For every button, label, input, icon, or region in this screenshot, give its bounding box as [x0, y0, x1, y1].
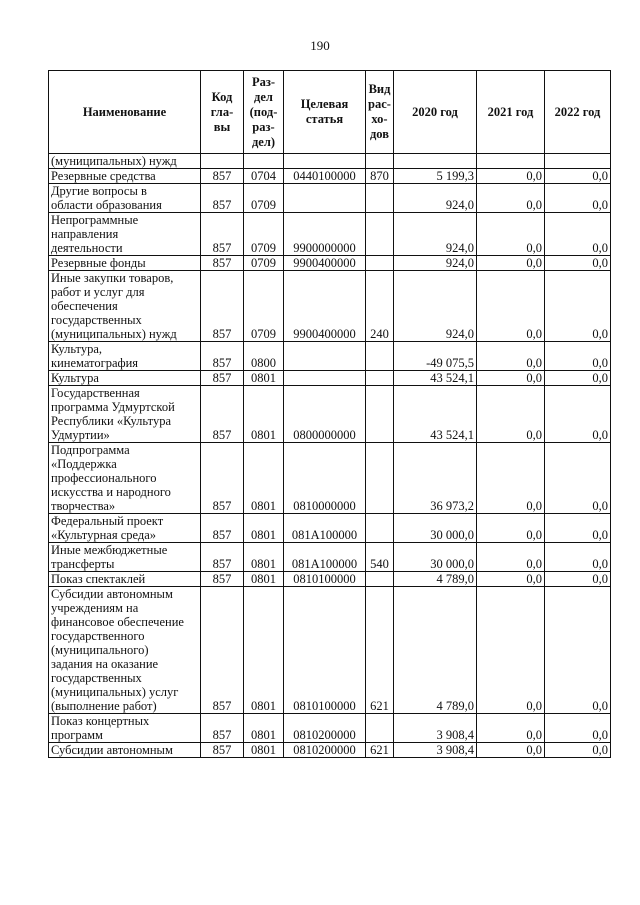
cell-kind: 870	[366, 169, 394, 184]
cell-2021: 0,0	[477, 169, 545, 184]
cell-2022: 0,0	[545, 184, 611, 213]
header-2020: 2020 год	[394, 71, 477, 154]
cell-name: Иные межбюджетные трансферты	[49, 543, 201, 572]
cell-2020: 4 789,0	[394, 587, 477, 714]
cell-kind: 621	[366, 743, 394, 758]
cell-code: 857	[201, 543, 244, 572]
cell-kind	[366, 386, 394, 443]
cell-2021: 0,0	[477, 342, 545, 371]
budget-table	[48, 70, 611, 758]
cell-kind	[366, 342, 394, 371]
cell-2021: 0,0	[477, 743, 545, 758]
cell-name: Культура, кинематография	[49, 342, 201, 371]
cell-2020: 36 973,2	[394, 443, 477, 514]
cell-kind	[366, 154, 394, 169]
cell-code: 857	[201, 587, 244, 714]
cell-name: Резервные фонды	[49, 256, 201, 271]
cell-target: 0810200000	[284, 743, 366, 758]
header-2021: 2021 год	[477, 71, 545, 154]
table-row	[49, 154, 611, 169]
cell-2022: 0,0	[545, 543, 611, 572]
cell-section: 0801	[244, 443, 284, 514]
cell-section: 0801	[244, 743, 284, 758]
table-row	[49, 256, 611, 271]
cell-2020: 4 789,0	[394, 572, 477, 587]
cell-2020: 30 000,0	[394, 514, 477, 543]
cell-target: 0810100000	[284, 572, 366, 587]
cell-section	[244, 154, 284, 169]
cell-kind	[366, 714, 394, 743]
table-row	[49, 271, 611, 342]
table-row	[49, 714, 611, 743]
cell-code: 857	[201, 271, 244, 342]
cell-2022: 0,0	[545, 443, 611, 514]
cell-target: 0440100000	[284, 169, 366, 184]
cell-2022: 0,0	[545, 714, 611, 743]
cell-2021	[477, 154, 545, 169]
cell-code: 857	[201, 184, 244, 213]
cell-2021: 0,0	[477, 386, 545, 443]
cell-code: 857	[201, 256, 244, 271]
cell-kind: 240	[366, 271, 394, 342]
cell-2021: 0,0	[477, 184, 545, 213]
cell-name: Субсидии автономным учреждениям на финансовое обеспечение государственного (муниципального) задания на оказание государственных (муниципальных) услуг (выполнение работ)	[49, 587, 201, 714]
cell-name: Подпрограмма «Поддержка профессионального искусства и народного творчества»	[49, 443, 201, 514]
cell-section: 0709	[244, 256, 284, 271]
table-row	[49, 587, 611, 714]
cell-target	[284, 342, 366, 371]
table-row	[49, 342, 611, 371]
cell-name: Иные закупки товаров, работ и услуг для обеспечения государственных (муниципальных) нужд	[49, 271, 201, 342]
table-row	[49, 514, 611, 543]
cell-2022: 0,0	[545, 256, 611, 271]
cell-2021: 0,0	[477, 371, 545, 386]
cell-name: Непрограммные направления деятельности	[49, 213, 201, 256]
cell-2021: 0,0	[477, 443, 545, 514]
cell-name: Показ концертных программ	[49, 714, 201, 743]
cell-2022: 0,0	[545, 371, 611, 386]
table-row	[49, 543, 611, 572]
cell-section: 0801	[244, 587, 284, 714]
header-2022: 2022 год	[545, 71, 611, 154]
cell-target: 9900000000	[284, 213, 366, 256]
cell-kind	[366, 213, 394, 256]
cell-2021: 0,0	[477, 514, 545, 543]
cell-kind	[366, 443, 394, 514]
table-row	[49, 443, 611, 514]
cell-section: 0801	[244, 514, 284, 543]
cell-target: 0810100000	[284, 587, 366, 714]
cell-2021: 0,0	[477, 271, 545, 342]
cell-code: 857	[201, 213, 244, 256]
cell-section: 0704	[244, 169, 284, 184]
cell-2020: 43 524,1	[394, 386, 477, 443]
cell-code: 857	[201, 342, 244, 371]
cell-kind	[366, 184, 394, 213]
cell-section: 0709	[244, 271, 284, 342]
cell-2020: 3 908,4	[394, 743, 477, 758]
cell-code	[201, 154, 244, 169]
cell-section: 0709	[244, 213, 284, 256]
cell-2020	[394, 154, 477, 169]
cell-2021: 0,0	[477, 572, 545, 587]
cell-2021: 0,0	[477, 543, 545, 572]
cell-code: 857	[201, 386, 244, 443]
table-row	[49, 169, 611, 184]
cell-name: Резервные средства	[49, 169, 201, 184]
cell-kind	[366, 256, 394, 271]
cell-target	[284, 154, 366, 169]
cell-section: 0801	[244, 572, 284, 587]
cell-target: 0810200000	[284, 714, 366, 743]
cell-2020: 30 000,0	[394, 543, 477, 572]
cell-2021: 0,0	[477, 587, 545, 714]
cell-kind: 621	[366, 587, 394, 714]
cell-kind	[366, 572, 394, 587]
cell-2022: 0,0	[545, 342, 611, 371]
cell-code: 857	[201, 743, 244, 758]
table-row	[49, 572, 611, 587]
cell-code: 857	[201, 714, 244, 743]
page-number: 190	[310, 38, 330, 53]
cell-target: 081A100000	[284, 543, 366, 572]
cell-target: 9900400000	[284, 271, 366, 342]
cell-code: 857	[201, 169, 244, 184]
table-body	[49, 154, 611, 758]
cell-2022	[545, 154, 611, 169]
table-header-row	[49, 71, 611, 154]
cell-target	[284, 184, 366, 213]
header-name: Наименование	[49, 71, 201, 154]
table-row	[49, 386, 611, 443]
cell-2020: 924,0	[394, 213, 477, 256]
cell-code: 857	[201, 572, 244, 587]
table-row	[49, 371, 611, 386]
cell-2022: 0,0	[545, 169, 611, 184]
cell-kind	[366, 514, 394, 543]
cell-code: 857	[201, 514, 244, 543]
cell-2020: 924,0	[394, 184, 477, 213]
cell-2021: 0,0	[477, 256, 545, 271]
cell-2021: 0,0	[477, 213, 545, 256]
cell-2020: 43 524,1	[394, 371, 477, 386]
cell-2022: 0,0	[545, 386, 611, 443]
header-section: Раз- дел (под- раз- дел)	[244, 71, 284, 154]
cell-section: 0801	[244, 371, 284, 386]
cell-target: 0810000000	[284, 443, 366, 514]
cell-name: Другие вопросы в области образования	[49, 184, 201, 213]
cell-section: 0709	[244, 184, 284, 213]
cell-section: 0801	[244, 543, 284, 572]
table-row	[49, 743, 611, 758]
cell-kind: 540	[366, 543, 394, 572]
table-row	[49, 213, 611, 256]
cell-target: 0800000000	[284, 386, 366, 443]
header-code: Код гла- вы	[201, 71, 244, 154]
cell-2022: 0,0	[545, 213, 611, 256]
cell-target: 9900400000	[284, 256, 366, 271]
cell-2022: 0,0	[545, 743, 611, 758]
header-target: Целевая статья	[284, 71, 366, 154]
cell-2020: 924,0	[394, 271, 477, 342]
cell-2020: 5 199,3	[394, 169, 477, 184]
cell-2020: 3 908,4	[394, 714, 477, 743]
cell-name: Показ спектаклей	[49, 572, 201, 587]
cell-2021: 0,0	[477, 714, 545, 743]
cell-name: (муниципальных) нужд	[49, 154, 201, 169]
cell-2020: 924,0	[394, 256, 477, 271]
header-kind: Вид рас- хо- дов	[366, 71, 394, 154]
cell-name: Культура	[49, 371, 201, 386]
cell-2022: 0,0	[545, 587, 611, 714]
cell-name: Федеральный проект «Культурная среда»	[49, 514, 201, 543]
cell-name: Государственная программа Удмуртской Республики «Культура Удмуртии»	[49, 386, 201, 443]
cell-section: 0800	[244, 342, 284, 371]
cell-section: 0801	[244, 714, 284, 743]
cell-2020: -49 075,5	[394, 342, 477, 371]
cell-2022: 0,0	[545, 271, 611, 342]
cell-target	[284, 371, 366, 386]
table-row	[49, 184, 611, 213]
cell-name: Субсидии автономным	[49, 743, 201, 758]
cell-target: 081A100000	[284, 514, 366, 543]
cell-section: 0801	[244, 386, 284, 443]
cell-code: 857	[201, 443, 244, 514]
cell-2022: 0,0	[545, 572, 611, 587]
cell-kind	[366, 371, 394, 386]
cell-2022: 0,0	[545, 514, 611, 543]
cell-code: 857	[201, 371, 244, 386]
